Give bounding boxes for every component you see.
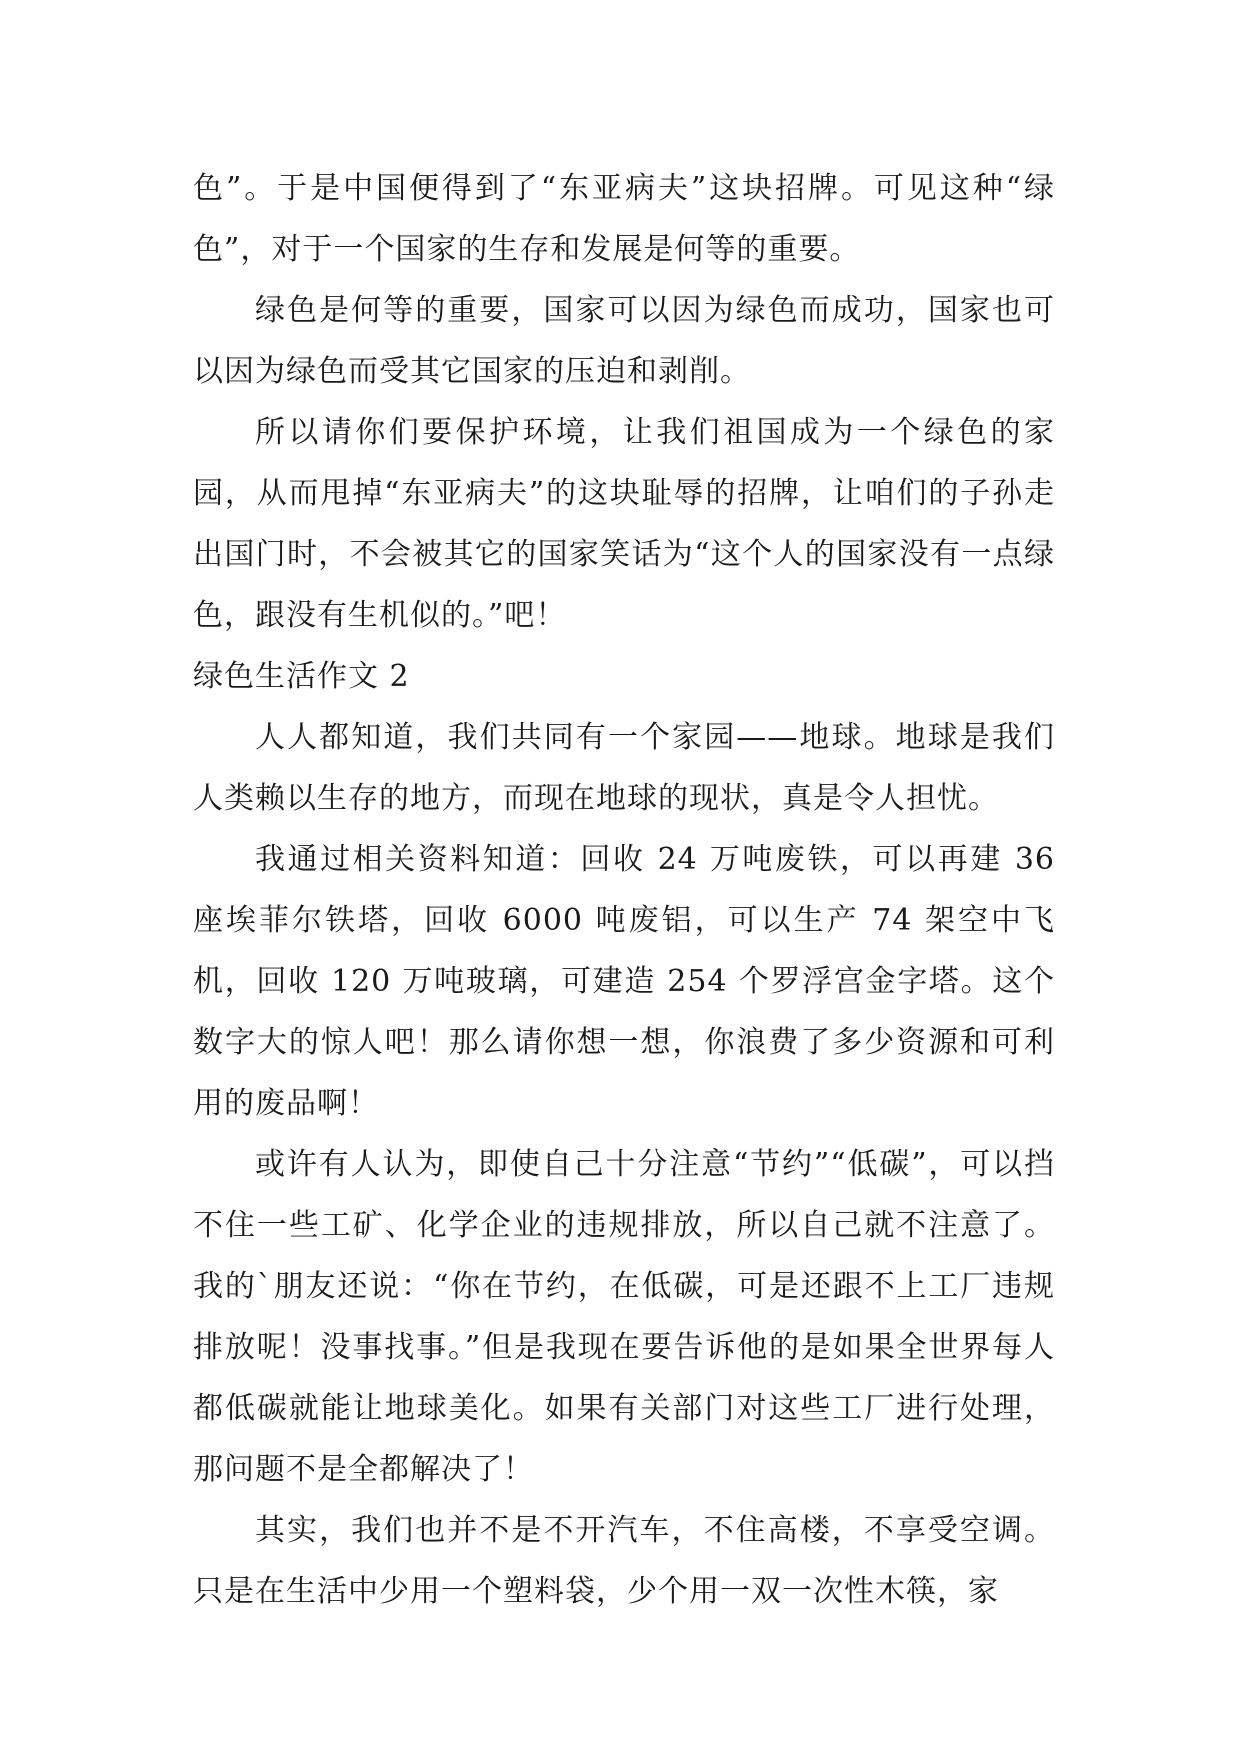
paragraph: 人人都知道，我们共同有一个家园——地球。地球是我们人类赖以生存的地方，而现在地球的现状，真是令人担忧。 [193,720,1055,816]
section-heading: 绿色生活作文 2 [193,659,410,694]
paragraph: 我通过相关资料知道：回收 24 万吨废铁，可以再建 36 座埃菲尔铁塔，回收 6000 吨废铝，可以生产 74 架空中飞机，回收 120 万吨玻璃，可建造 254 个罗浮宫金字塔。这个数字大的惊人吧！那么请你想一想，你浪费了多少资源和可利用的废品啊！ [193,842,1055,1121]
paragraph: 其实，我们也并不是不开汽车，不住高楼，不享受空调。只是在生活中少用一个塑料袋，少个用一双一次性木筷，家 [193,1513,1055,1609]
paragraph: 绿色是何等的重要，国家可以因为绿色而成功，国家也可以因为绿色而受其它国家的压迫和剥削。 [193,293,1055,389]
document-body [193,158,1055,1622]
paragraph: 所以请你们要保护环境，让我们祖国成为一个绿色的家园，从而甩掉“东亚病夫”的这块耻辱的招牌，让咱们的子孙走出国门时，不会被其它的国家笑话为“这个人的国家没有一点绿色，跟没有生机似的。”吧！ [193,415,1055,633]
paragraph: 色”。于是中国便得到了“东亚病夫”这块招牌。可见这种“绿色”，对于一个国家的生存和发展是何等的重要。 [193,171,1055,267]
paragraph: 或许有人认为，即使自己十分注意“节约”“低碳”，可以挡不住一些工矿、化学企业的违规排放，所以自己就不注意了。我的`朋友还说：“你在节约，在低碳，可是还跟不上工厂违规排放呢！没事找事。”但是我现在要告诉他的是如果全世界每人都低碳就能让地球美化。如果有关部门对这些工厂进行处理，那问题不是全都解决了！ [193,1147,1055,1487]
